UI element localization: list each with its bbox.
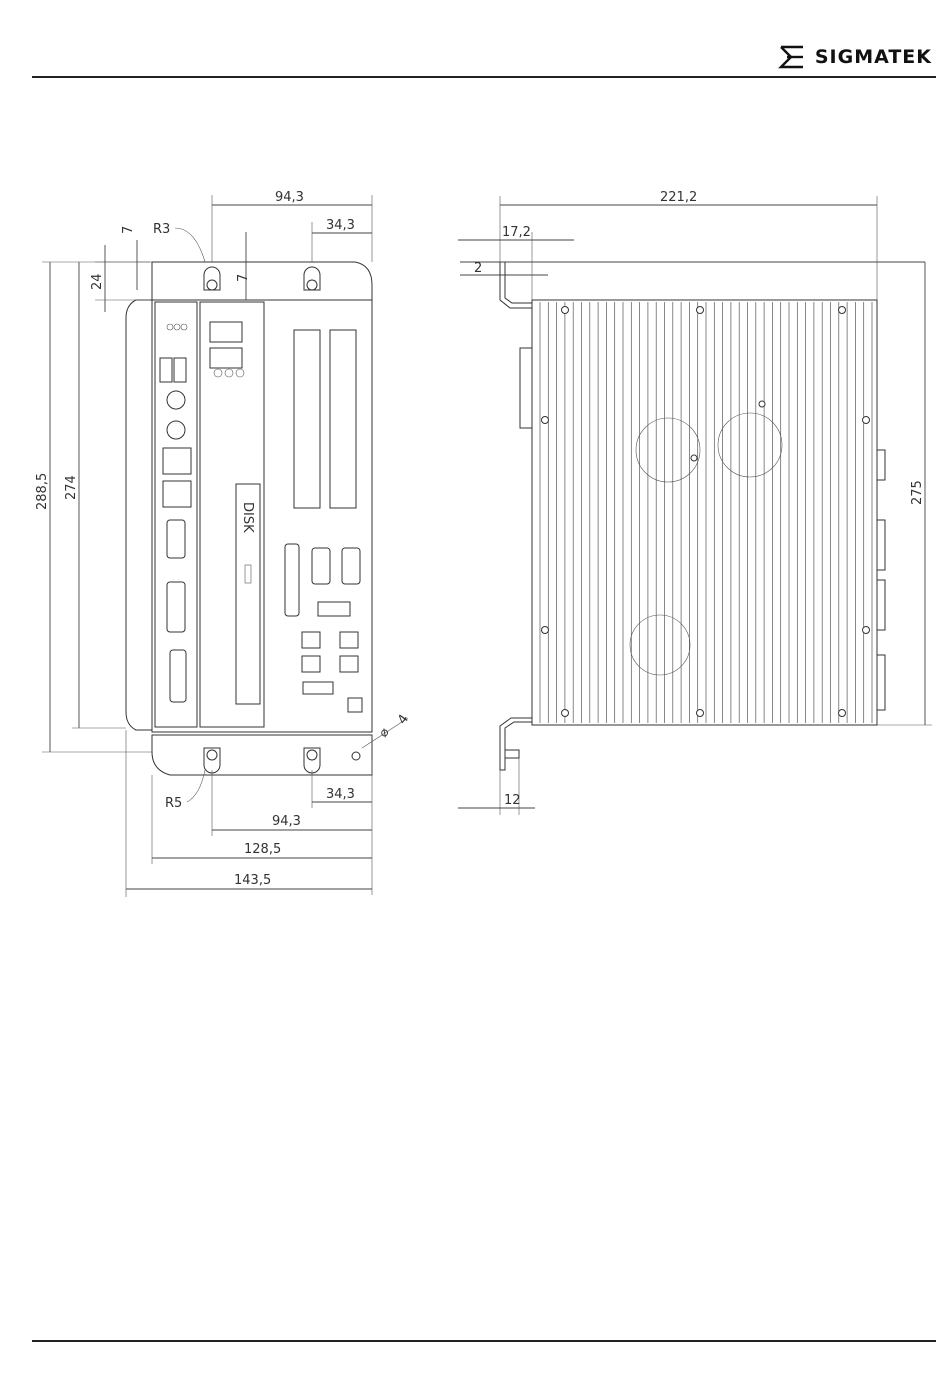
serial-connector [312,548,330,584]
dim-bracket-offset: 17,2 [502,225,531,240]
dsub-connector [167,520,185,558]
usb-port [160,358,172,382]
expansion-slot [330,330,356,508]
screw [697,307,704,314]
side-connector [520,348,532,428]
dim-height-inner: 274 [64,475,79,500]
terminal-block [340,656,358,672]
front-view [35,190,412,897]
keyhole-slot [304,267,320,290]
screw [562,710,569,717]
screw [863,417,870,424]
keyhole-slot [204,267,220,290]
dim-bracket-thickness: 2 [474,261,483,276]
dim-offset-7a: 7 [121,225,136,234]
screw [759,401,765,407]
dsub-connector [167,582,185,632]
dim-width-inner: 128,5 [244,842,282,857]
screw [839,307,846,314]
dim-top-width-1: 94,3 [275,190,304,205]
screw [863,627,870,634]
screw [542,417,549,424]
expansion-slot [294,330,320,508]
screw [542,627,549,634]
side-profile [126,300,152,730]
parallel-connector [285,544,299,616]
mounting-bracket [500,718,532,770]
screw [562,307,569,314]
keyhole-slot [204,748,220,773]
side-connector [877,580,885,630]
dim-offset-24: 24 [90,273,105,290]
dim-side-depth: 221,2 [660,190,698,205]
screw [839,710,846,717]
ethernet-port [163,481,191,507]
mounting-hole [352,752,360,760]
seven-segment-display [210,348,242,368]
pin-header [318,602,350,616]
power-connector [303,682,333,694]
hole-diameter-symbol: ⌀ [375,725,393,741]
usb-port [174,358,186,382]
bottom-mounting-plate [152,735,372,775]
mounting-bracket [500,262,532,308]
dim-bottom-width-1: 34,3 [326,787,355,802]
terminal-block [302,656,320,672]
side-connector [877,450,885,480]
footer-rule [32,1340,936,1342]
screw [697,710,704,717]
side-connector [877,520,885,570]
side-connector [877,655,885,710]
radius-top-label: R3 [153,222,171,237]
terminal-block [340,632,358,648]
dim-offset-7b: 7 [236,273,251,282]
ground-terminal [348,698,362,712]
ethernet-port [163,448,191,474]
logo-text: SIGMATEK [814,46,932,68]
dim-bottom-width-2: 94,3 [272,814,301,829]
side-view [458,190,932,815]
terminal-block [302,632,320,648]
top-mounting-plate [152,262,372,300]
dim-top-width-2: 34,3 [326,218,355,233]
bracket-pin [505,750,519,758]
audio-jack [167,391,185,409]
disk-label: DISK [240,502,255,533]
dim-bracket-bottom: 12 [504,793,521,808]
heatsink-body [532,300,877,725]
keyhole-slot [304,748,320,773]
dim-width-outer: 143,5 [234,873,272,888]
hole-diameter-label: 4 [394,711,413,728]
dim-height-outer: 288,5 [35,472,50,510]
serial-connector [342,548,360,584]
screw [691,455,697,461]
dvi-connector [170,650,186,702]
radius-bottom-label: R5 [165,796,183,811]
audio-jack [167,421,185,439]
heatsink-fins [540,302,872,723]
seven-segment-display [210,322,242,342]
dim-side-height: 275 [910,480,925,505]
